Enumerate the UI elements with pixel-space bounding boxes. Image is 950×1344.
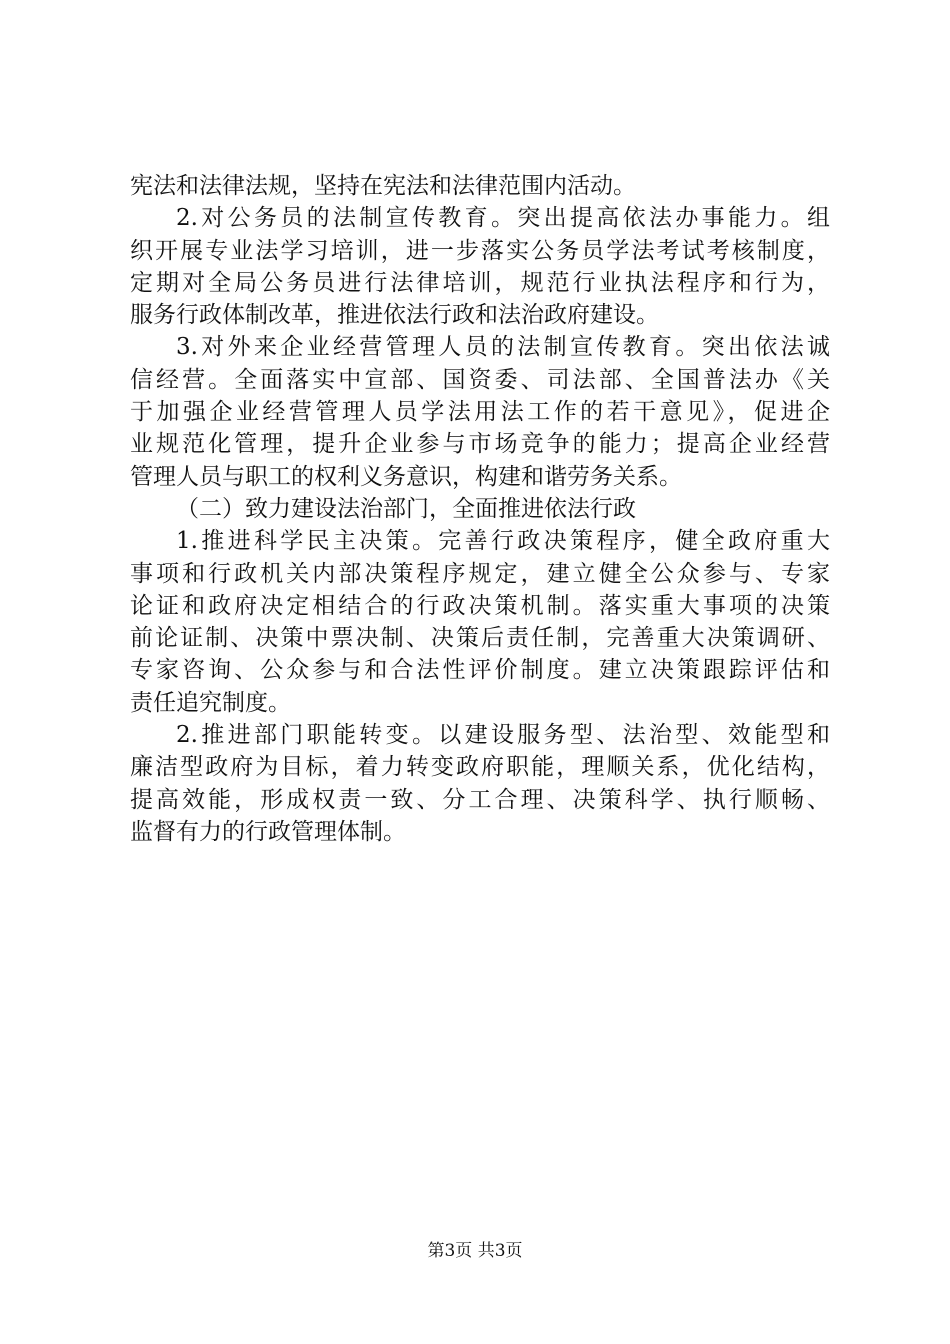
text-line: 提高效能，形成权责一致、分工合理、决策科学、执行顺畅、 [130,786,830,813]
page-number-footer: 第3页 共3页 [427,1241,523,1261]
section-heading: （二）致力建设法治部门，全面推进依法行政 [176,495,636,522]
text-line: 信经营。全面落实中宣部、国资委、司法部、全国普法办《关 [130,366,830,393]
text-line: 责任追究制度。 [130,689,291,716]
text-line: 前论证制、决策中票决制、决策后责任制，完善重大决策调研、 [130,625,830,652]
text-line: 廉洁型政府为目标，着力转变政府职能，理顺关系，优化结构， [130,754,830,781]
text-line: 事项和行政机关内部决策程序规定，建立健全公众参与、专家 [130,560,830,587]
text-line: 管理人员与职工的权利义务意识，构建和谐劳务关系。 [130,463,682,490]
text-line: 宪法和法律法规，坚持在宪法和法律范围内活动。 [130,173,636,199]
text-line: 专家咨询、公众参与和合法性评价制度。建立决策跟踪评估和 [130,657,830,684]
text-line: 2.对公务员的法制宣传教育。突出提高依法办事能力。组 [176,205,830,232]
body-text [130,170,830,848]
text-line: 论证和政府决定相结合的行政决策机制。落实重大事项的决策 [130,592,830,619]
text-line: 1.推进科学民主决策。完善行政决策程序，健全政府重大 [176,528,830,555]
text-line: 服务行政体制改革，推进依法行政和法治政府建设。 [130,302,659,329]
text-line: 监督有力的行政管理体制。 [130,818,406,845]
text-line: 于加强企业经营管理人员学法用法工作的若干意见》，促进企 [130,399,830,426]
text-line: 3.对外来企业经营管理人员的法制宣传教育。突出依法诚 [176,334,830,361]
text-line: 2.推进部门职能转变。以建设服务型、法治型、效能型和 [176,722,830,749]
text-line: 定期对全局公务员进行法律培训，规范行业执法程序和行为， [130,269,830,296]
text-line: 织开展专业法学习培训，进一步落实公务员学法考试考核制度， [130,237,830,264]
text-line: 业规范化管理，提升企业参与市场竞争的能力；提高企业经营 [130,431,830,458]
